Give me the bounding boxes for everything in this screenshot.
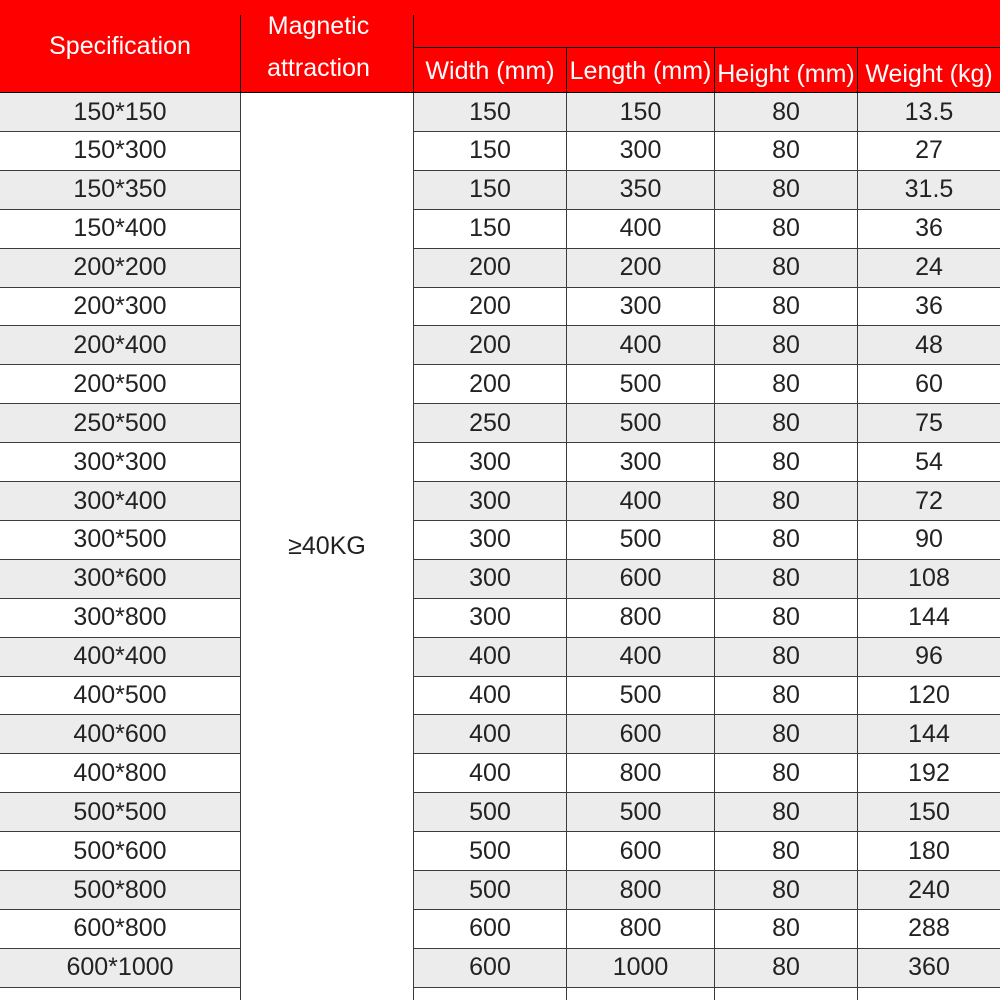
cell-length: 350 [619,175,662,204]
cell-height: 80 [772,642,800,671]
column-divider [566,93,567,1000]
cell-height: 80 [772,136,800,165]
cell-width: 200 [469,330,511,359]
header-length: Length (mm) [569,57,712,85]
table-row [0,288,1000,327]
cell-width: 300 [469,525,511,554]
cell-weight: 24 [915,253,943,282]
table-row [0,949,1000,988]
table-row [0,599,1000,638]
cell-height: 80 [772,681,800,709]
header-height: Height (mm) [717,60,855,88]
cell-width: 250 [469,408,511,437]
table-row [0,638,1000,677]
cell-width: 500 [469,836,511,865]
header-divider-vertical [240,15,241,93]
cell-height: 80 [772,330,800,359]
cell-width: 400 [469,681,511,709]
table-row [0,482,1000,521]
cell-width: 300 [469,486,511,515]
table-row [0,210,1000,249]
cell-height: 80 [772,408,800,437]
cell-height: 80 [772,447,800,476]
header-divider-vertical [857,47,858,93]
cell-weight: 13.5 [904,97,954,126]
header-width: Width (mm) [425,57,555,85]
cell-weight: 60 [915,369,943,398]
cell-specification: 150*400 [73,214,167,243]
cell-length: 1000 [612,953,669,982]
header-magnetic-line2: attraction [267,53,370,82]
column-divider [413,93,414,1000]
table-row [0,754,1000,793]
cell-length: 800 [619,875,662,904]
cell-specification: 300*500 [73,525,167,554]
header-magnetic-line1: Magnetic [267,11,370,40]
cell-width: 400 [469,719,511,748]
cell-specification: 200*500 [73,369,167,398]
cell-width: 150 [469,214,511,243]
cell-weight: 54 [915,447,943,476]
table-row [0,93,1000,132]
cell-width: 600 [469,914,511,943]
table-row [0,132,1000,171]
cell-specification: 300*800 [73,603,167,632]
cell-specification: 600*1000 [66,953,174,982]
cell-height: 80 [772,175,800,204]
cell-weight: 144 [908,719,950,748]
cell-specification: 300*300 [73,447,167,476]
cell-length: 300 [619,136,662,165]
cell-weight: 120 [908,681,950,709]
cell-specification: 200*200 [73,253,167,282]
cell-length: 500 [619,525,662,554]
cell-length: 500 [619,797,662,826]
cell-length: 300 [619,447,662,476]
cell-specification: 150*150 [73,97,167,126]
cell-weight: 27 [915,136,943,165]
table-body [0,93,1000,1000]
table-row [0,404,1000,443]
cell-specification: 400*600 [73,719,167,748]
cell-width: 400 [469,758,511,787]
cell-weight: 150 [908,797,950,826]
cell-width: 200 [469,369,511,398]
cell-specification: 150*350 [73,175,167,204]
header-divider-vertical [714,47,715,93]
cell-length: 150 [619,97,662,126]
cell-width: 150 [469,97,511,126]
cell-weight: 31.5 [904,175,954,204]
cell-weight: 240 [908,875,950,904]
cell-height: 80 [772,525,800,554]
table-row [0,715,1000,754]
cell-specification: 500*500 [73,797,167,826]
cell-weight: 90 [915,525,943,554]
header-weight: Weight (kg) [865,60,993,88]
cell-length: 600 [619,564,662,593]
cell-width: 500 [469,875,511,904]
cell-weight: 48 [915,330,943,359]
column-divider [714,93,715,1000]
cell-length: 500 [619,408,662,437]
header-divider-vertical [413,15,414,93]
magnetic-attraction-value: ≥40KG [241,93,413,1000]
cell-height: 80 [772,603,800,632]
cell-height: 80 [772,97,800,126]
cell-height: 80 [772,253,800,282]
cell-specification: 300*400 [73,486,167,515]
cell-length: 800 [619,914,662,943]
cell-width: 400 [469,642,511,671]
cell-height: 80 [772,564,800,593]
cell-height: 80 [772,292,800,320]
cell-height: 80 [772,369,800,398]
cell-length: 400 [619,486,662,515]
cell-length: 800 [619,603,662,632]
cell-length: 400 [619,214,662,243]
cell-height: 80 [772,836,800,865]
cell-length: 300 [619,292,662,320]
cell-width: 150 [469,136,511,165]
cell-length: 200 [619,253,662,282]
cell-weight: 75 [915,408,943,437]
table-header [0,0,1000,93]
cell-width: 600 [469,953,511,982]
cell-specification: 200*400 [73,330,167,359]
cell-height: 80 [772,875,800,904]
cell-length: 500 [619,681,662,709]
cell-length: 600 [619,836,662,865]
cell-weight: 192 [908,758,950,787]
table-row [0,443,1000,482]
table-row [0,560,1000,599]
cell-specification: 300*600 [73,564,167,593]
cell-height: 80 [772,214,800,243]
cell-specification: 150*300 [73,136,167,165]
cell-height: 80 [772,914,800,943]
cell-width: 200 [469,292,511,320]
cell-specification: 600*800 [73,914,167,943]
cell-length: 600 [619,719,662,748]
row-divider [0,987,1000,988]
cell-specification: 400*800 [73,758,167,787]
cell-weight: 96 [915,642,943,671]
cell-length: 500 [619,369,662,398]
cell-length: 800 [619,758,662,787]
table-row [0,249,1000,288]
table-row [0,832,1000,871]
cell-width: 200 [469,253,511,282]
cell-height: 80 [772,758,800,787]
header-divider-horizontal [413,47,1000,48]
cell-weight: 72 [915,486,943,515]
cell-specification: 200*300 [73,292,167,320]
cell-weight: 288 [908,914,950,943]
column-divider [857,93,858,1000]
cell-width: 300 [469,447,511,476]
header-divider-vertical [566,47,567,93]
table-row [0,910,1000,949]
table-row [0,326,1000,365]
cell-weight: 180 [908,836,950,865]
cell-weight: 360 [908,953,950,982]
cell-specification: 500*800 [73,875,167,904]
cell-weight: 36 [915,214,943,243]
cell-specification: 500*600 [73,836,167,865]
table-row [0,365,1000,404]
cell-width: 500 [469,797,511,826]
table-row [0,677,1000,716]
cell-length: 400 [619,330,662,359]
table-row [0,871,1000,910]
table-row [0,521,1000,560]
cell-weight: 108 [908,564,950,593]
table-row [0,793,1000,832]
cell-height: 80 [772,953,800,982]
cell-width: 150 [469,175,511,204]
cell-specification: 400*400 [73,642,167,671]
cell-height: 80 [772,486,800,515]
table-row [0,171,1000,210]
cell-width: 300 [469,603,511,632]
cell-weight: 36 [915,292,943,320]
cell-specification: 250*500 [73,408,167,437]
cell-width: 300 [469,564,511,593]
cell-height: 80 [772,797,800,826]
cell-height: 80 [772,719,800,748]
header-specification: Specification [49,32,191,60]
cell-specification: 400*500 [73,681,167,709]
cell-length: 400 [619,642,662,671]
cell-weight: 144 [908,603,950,632]
